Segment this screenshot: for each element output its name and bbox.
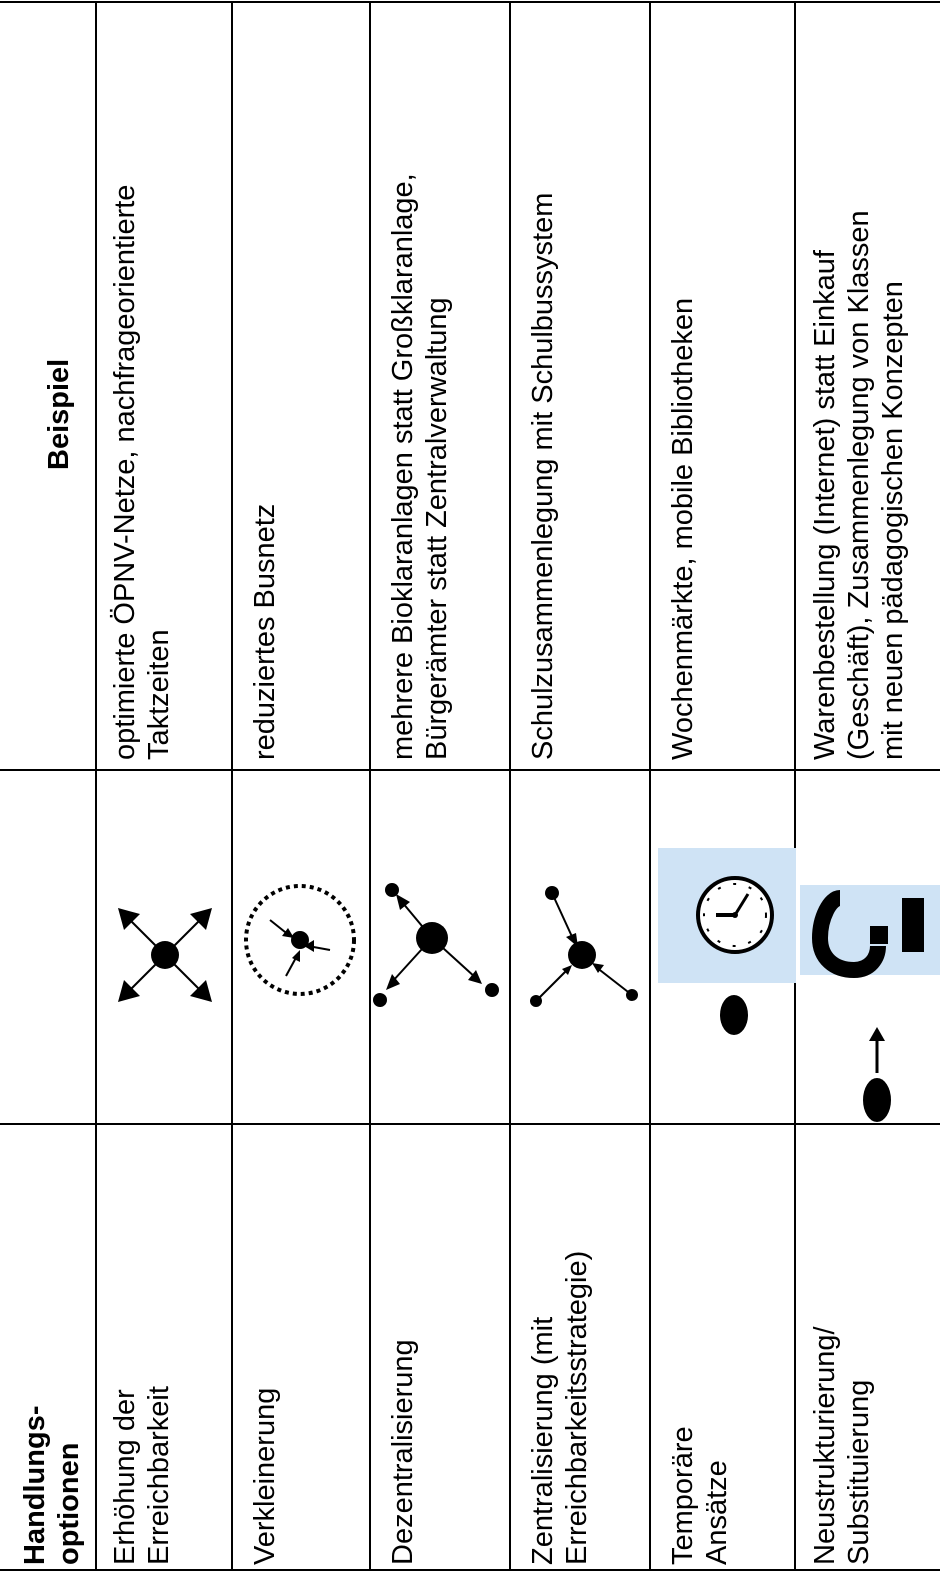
outward-arrows-icon bbox=[110, 900, 220, 1010]
question-mark-icon bbox=[810, 878, 940, 988]
dot-arrow-icon bbox=[855, 1025, 905, 1125]
example-temporaer: Wochenmärkte, mobile Bibliotheken bbox=[667, 297, 699, 760]
example-neustrukturierung: Warenbestellung (Internet) statt Einkauf (Geschäft), Zusammenlegung von Klassen mit neuen pädagogischen Konzepten bbox=[809, 210, 909, 760]
header-options: Handlungs- optionen bbox=[19, 1405, 85, 1565]
example-dezentralisierung: mehrere Bioklaranlagen statt Großklaranlage, Bürgerämter statt Zentralverwaltung bbox=[387, 173, 453, 760]
option-dezentralisierung: Dezentralisierung bbox=[387, 1339, 419, 1565]
decentralize-icon bbox=[372, 870, 502, 1010]
option-verkleinerung: Verkleinerung bbox=[249, 1387, 281, 1565]
shrink-circle-icon bbox=[240, 880, 360, 1000]
option-erreichbarkeit: Erhöhung der Erreichbarkeit bbox=[109, 1386, 175, 1565]
dot-icon bbox=[716, 990, 752, 1040]
option-neustrukturierung: Neustrukturierung/ Substituierung bbox=[809, 1326, 875, 1565]
option-temporaer: Temporäre Ansätze bbox=[667, 1426, 733, 1565]
example-verkleinerung: reduziertes Busnetz bbox=[249, 503, 281, 760]
option-zentralisierung: Zentralisierung (mit Erreichbarkeitsstrategie) bbox=[527, 1250, 593, 1565]
centralize-icon bbox=[522, 885, 642, 1015]
example-zentralisierung: Schulzusammenlegung mit Schulbussystem bbox=[527, 192, 559, 760]
header-example: Beispiel bbox=[43, 358, 75, 470]
clock-icon bbox=[690, 860, 780, 970]
example-erreichbarkeit: optimierte ÖPNV-Netze, nachfrageorientierte Taktzeiten bbox=[109, 184, 175, 760]
